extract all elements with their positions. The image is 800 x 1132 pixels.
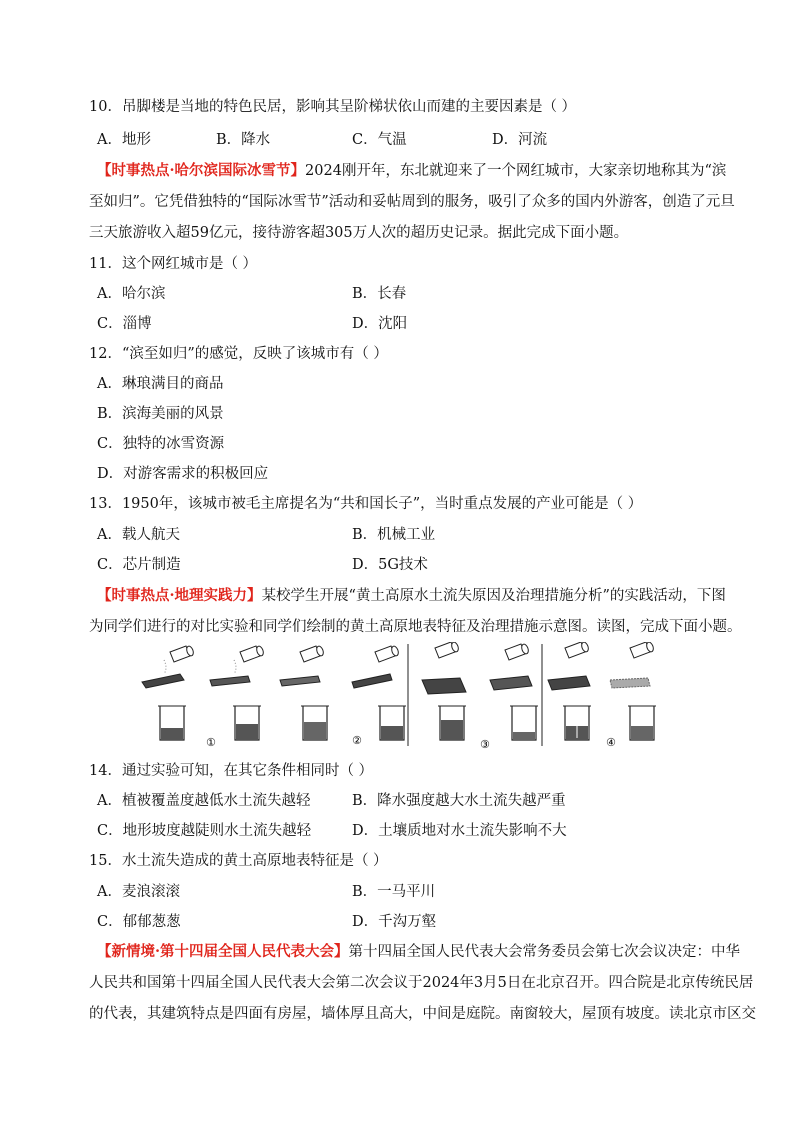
figure-label-2: ②: [352, 734, 362, 747]
option-b[interactable]: B．机械工业: [352, 527, 436, 543]
passage-1-line-2: 至如归”。它凭借独特的“国际冰雪节”活动和妥帖周到的服务，吸引了众多的国内外游客，创造了元旦: [89, 194, 735, 210]
experiment-illustration: [140, 642, 660, 752]
passage-2-line-1: [97, 586, 726, 606]
option-c[interactable]: C．独特的冰雪资源: [97, 436, 225, 452]
option-a[interactable]: A．载人航天: [97, 527, 180, 543]
figure-label-4: ④: [606, 736, 616, 749]
option-d[interactable]: D．沈阳: [352, 316, 408, 332]
experiment-set-4: [422, 642, 538, 740]
option-a[interactable]: A．地形: [97, 132, 151, 148]
option-c[interactable]: C．郁郁葱葱: [97, 914, 181, 930]
question-12-stem: 12．“滨至如归”的感觉，反映了该城市有（ ）: [89, 346, 388, 362]
question-10-options: [0, 130, 800, 150]
passage-3-text-1: 第十四届全国人民代表大会常务委员会第七次会议决定：中华: [348, 944, 741, 960]
option-d[interactable]: D．对游客需求的积极回应: [97, 466, 269, 482]
option-c[interactable]: C．淄博: [97, 316, 152, 332]
experiment-set-5: [548, 642, 656, 740]
option-b[interactable]: B．降水: [216, 132, 271, 148]
passage-1-line-3: 三天旅游收入超59亿元，接待游客超305万人次的超历史记录。据此完成下面小题。: [89, 225, 629, 241]
option-d[interactable]: D．千沟万壑: [352, 914, 437, 930]
option-b[interactable]: B．降水强度越大水土流失越严重: [352, 793, 566, 809]
passage-2-line-2: 为同学们进行的对比实验和同学们绘制的黄土高原地表特征及治理措施示意图。读图，完成下面小题。: [89, 619, 742, 635]
option-d[interactable]: D．土壤质地对水土流失影响不大: [352, 823, 567, 839]
figure-label-1: ①: [206, 736, 216, 749]
option-d[interactable]: D．河流: [492, 132, 548, 148]
passage-2-tag: 【时事热点·地理实践力】: [97, 587, 262, 604]
experiment-set-2: [210, 645, 329, 740]
question-13-stem: 13．1950年，该城市被毛主席提名为“共和国长子”，当时重点发展的产业可能是（ ）: [89, 496, 643, 512]
question-10-stem: 10．吊脚楼是当地的特色民居，影响其呈阶梯状依山而建的主要因素是（ ）: [89, 99, 577, 115]
option-a[interactable]: A．琳琅满目的商品: [97, 376, 224, 392]
option-a[interactable]: A．麦浪滚滚: [97, 884, 180, 900]
passage-1-text-1: 2024刚开年，东北就迎来了一个网红城市，大家亲切地称其为“滨: [305, 163, 727, 179]
option-c[interactable]: C．气温: [352, 132, 407, 148]
experiment-set-1: [142, 645, 195, 740]
question-11-stem: 11．这个网红城市是（ ）: [89, 256, 258, 272]
option-b[interactable]: B．长春: [352, 286, 407, 302]
passage-3-line-2: 人民共和国第十四届全国人民代表大会第二次会议于2024年3月5日在北京召开。四合院是北京传统民居: [89, 975, 754, 991]
passage-3-tag: 【新情境·第十四届全国人民代表大会】: [97, 943, 349, 960]
option-d[interactable]: D．5G技术: [352, 557, 428, 573]
option-b[interactable]: B．滨海美丽的风景: [97, 406, 224, 422]
experiment-set-3: [352, 645, 406, 740]
option-b[interactable]: B．一马平川: [352, 884, 436, 900]
passage-1-line-1: [97, 161, 726, 181]
passage-1-tag: 【时事热点·哈尔滨国际冰雪节】: [97, 162, 306, 179]
passage-3-line-1: [97, 942, 740, 962]
figure-label-3: ③: [480, 738, 490, 751]
passage-3-line-3: 的代表，其建筑特点是四面有房屋，墙体厚且高大，中间是庭院。南窗较大，屋顶有坡度。读北京市区交: [89, 1006, 756, 1022]
question-14-stem: 14．通过实验可知，在其它条件相同时（ ）: [89, 763, 374, 779]
option-a[interactable]: A．植被覆盖度越低水土流失越轻: [97, 793, 311, 809]
option-c[interactable]: C．地形坡度越陡则水土流失越轻: [97, 823, 312, 839]
option-c[interactable]: C．芯片制造: [97, 557, 181, 573]
passage-2-text-1: 某校学生开展“黄土高原水土流失原因及治理措施分析”的实践活动，下图: [261, 588, 726, 604]
question-15-stem: 15．水土流失造成的黄土高原地表特征是（ ）: [89, 853, 388, 869]
option-a[interactable]: A．哈尔滨: [97, 286, 166, 302]
experiment-figure: [140, 642, 660, 752]
